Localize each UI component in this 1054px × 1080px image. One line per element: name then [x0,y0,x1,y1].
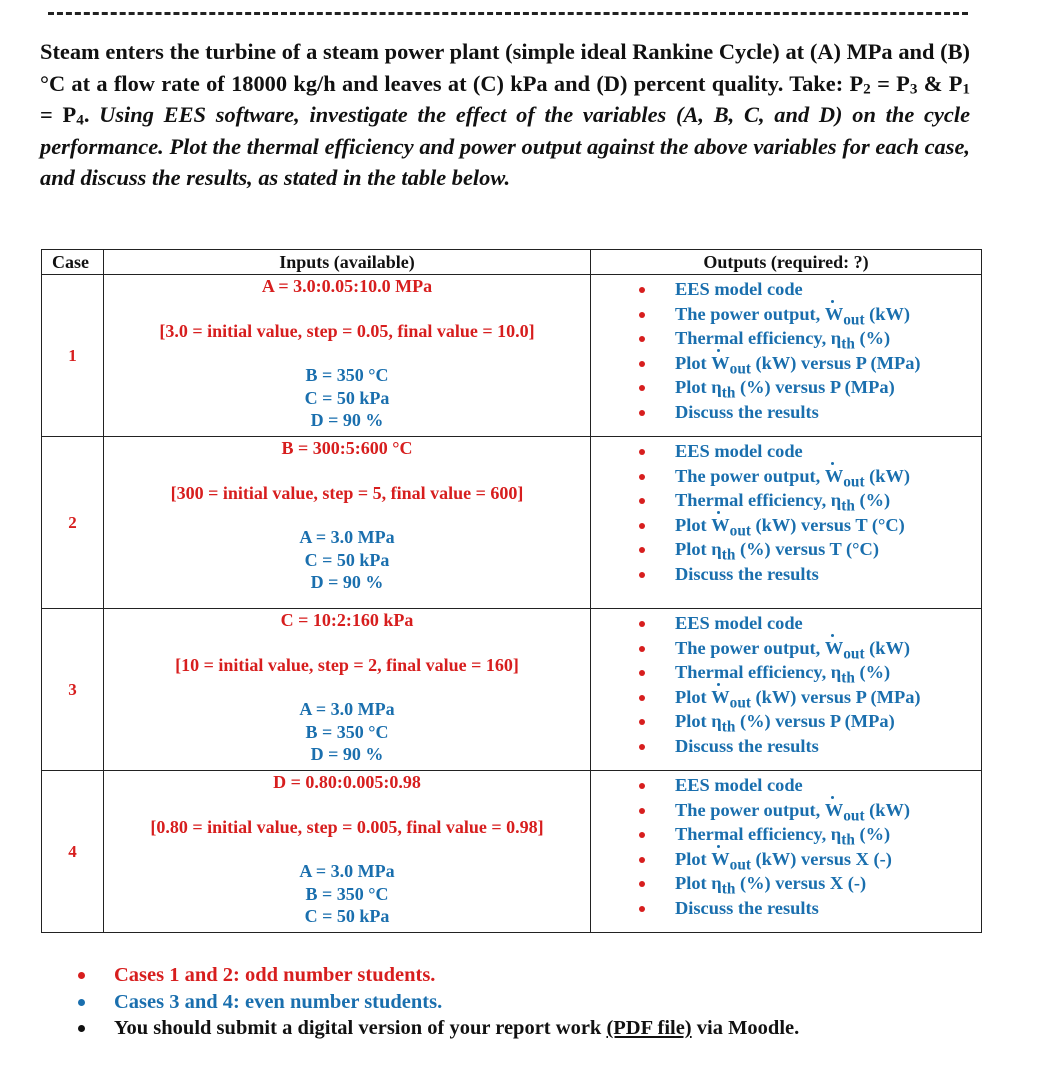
fixed-input: C = 50 kPa [304,906,390,926]
bullet-icon [639,857,645,863]
inputs-cell [104,275,591,437]
problem-statement: Steam enters the turbine of a steam power plant (simple ideal Rankine Cycle) at (A) MPa and (B) °C at a flow rate of 18000 kg/h and leaves at (C) kPa and (D) percent quality. Take: $P_2 = P_3$ & $P_1 = P_4$. Using EES software, investigate the effect of the variables (A, B, C, and D) on the cycle performance. Plot the thermal efficiency and power output against the above variables for each case, and discuss the results, as stated in the table below. [40,39,971,191]
header-inputs: Inputs (available) [104,250,591,275]
eta-symbol: η [830,328,842,349]
bullet-icon [639,474,645,480]
bullet-icon [639,361,645,367]
table-row [42,771,982,933]
bullet-icon [78,999,85,1006]
range-description: [10 = initial value, step = 2, final value = 160] [175,654,519,675]
output-item: The power output, $W_{out}$ (kW) [591,302,981,327]
w-dot-symbol: W [711,513,729,538]
w-dot-symbol: W [825,464,843,489]
w-dot-symbol: W [825,636,843,661]
note-even-students: Cases 3 and 4: even number students. [78,989,978,1016]
output-item: The power output, $W_{out}$ (kW) [591,464,981,489]
inputs-cell [104,771,591,933]
fixed-input: D = 90 % [310,410,384,430]
w-dot-symbol: W [711,351,729,376]
output-item: Thermal efficiency, $\eta_{th}$ (%) [591,822,981,847]
output-item: Discuss the results [591,734,981,759]
dashed-separator [48,12,968,15]
output-item: Discuss the results [591,562,981,587]
eta-symbol: η [711,377,722,398]
variable-range: D = 0.80:0.005:0.98 [273,772,421,792]
bullet-icon [639,906,645,912]
bullet-icon [639,670,645,676]
outputs-cell [591,275,982,437]
fixed-input: C = 50 kPa [304,549,390,570]
bullet-icon [639,336,645,342]
bullet-icon [639,783,645,789]
case-number: 1 [42,275,104,437]
outputs-cell [591,437,982,609]
output-item: Plot $\eta_{th}$ (%) versus P (MPa) [591,375,981,400]
fixed-input: D = 90 % [310,744,384,764]
output-item: Thermal efficiency, $\eta_{th}$ (%) [591,326,981,351]
output-item: The power output, $W_{out}$ (kW) [591,798,981,823]
bullet-icon [639,449,645,455]
output-item: Plot $W_{out}$ (kW) versus P (MPa) [591,351,981,376]
bullet-icon [639,695,645,701]
output-item: Discuss the results [591,896,981,921]
bullet-icon [639,744,645,750]
output-item: Plot $\eta_{th}$ (%) versus T (°C) [591,537,981,562]
output-item: Plot $W_{out}$ (kW) versus X (-) [591,847,981,872]
variable-range: C = 10:2:160 kPa [280,610,414,630]
header-case: Case [42,250,104,275]
output-item: Plot $W_{out}$ (kW) versus T (°C) [591,513,981,538]
inputs-cell [104,437,591,609]
w-dot-symbol: W [711,847,729,872]
range-description: [3.0 = initial value, step = 0.05, final value = 10.0] [159,320,535,341]
bullet-icon [639,572,645,578]
output-item: Plot $\eta_{th}$ (%) versus P (MPa) [591,709,981,734]
output-item: EES model code [591,611,981,636]
bullet-icon [639,832,645,838]
w-dot-symbol: W [711,685,729,710]
bullet-icon [639,385,645,391]
bullet-icon [639,498,645,504]
case-number: 2 [42,437,104,609]
pdf-file-link[interactable]: (PDF file) [606,1017,692,1039]
bullet-icon [639,523,645,529]
header-outputs: Outputs (required: ?) [591,250,982,275]
table-header-row [42,250,982,275]
output-item: EES model code [591,439,981,464]
fixed-input: B = 350 °C [305,721,389,742]
fixed-input: B = 350 °C [305,883,389,904]
table-row [42,275,982,437]
bullet-icon [639,547,645,553]
bullet-icon [639,287,645,293]
output-item: Plot $W_{out}$ (kW) versus P (MPa) [591,685,981,710]
range-description: [0.80 = initial value, step = 0.005, final value = 0.98] [150,816,544,837]
fixed-input: A = 3.0 MPa [299,861,395,881]
output-item: Discuss the results [591,400,981,425]
output-item: EES model code [591,773,981,798]
bullet-icon [639,312,645,318]
variable-range: B = 300:5:600 °C [281,438,413,458]
note-submission: You should submit a digital version of your report work (PDF file) via Moodle. [78,1015,978,1042]
assignment-table [41,249,982,933]
case-number: 4 [42,771,104,933]
eta-symbol: η [711,873,722,894]
notes-list [78,962,978,1042]
bullet-icon [639,881,645,887]
bullet-icon [78,972,85,979]
fixed-input: C = 50 kPa [304,387,390,408]
table-row [42,609,982,771]
fixed-input: A = 3.0 MPa [299,699,395,719]
eta-symbol: η [830,490,842,511]
output-item: Thermal efficiency, $\eta_{th}$ (%) [591,660,981,685]
eta-symbol: η [711,539,722,560]
output-item: The power output, $W_{out}$ (kW) [591,636,981,661]
bullet-icon [78,1025,85,1032]
fixed-input: B = 350 °C [305,365,389,385]
outputs-cell [591,771,982,933]
outputs-cell [591,609,982,771]
output-item: Plot $\eta_{th}$ (%) versus X (-) [591,871,981,896]
bullet-icon [639,719,645,725]
variable-range: A = 3.0:0.05:10.0 MPa [261,276,433,296]
w-dot-symbol: W [825,798,843,823]
eta-symbol: η [830,662,842,683]
bullet-icon [639,646,645,652]
bullet-icon [639,410,645,416]
eta-symbol: η [830,824,842,845]
output-item: EES model code [591,277,981,302]
table-row [42,437,982,609]
case-number: 3 [42,609,104,771]
fixed-input: A = 3.0 MPa [299,527,395,547]
eta-symbol: η [711,711,722,732]
w-dot-symbol: W [825,302,843,327]
instructions-italic: Using EES software, investigate the effect of the variables (A, B, C, and D) on the cycle performance. Plot the thermal efficiency and power output against the above variables for each case, and discuss the results, as stated in the table below. [40,102,971,191]
inputs-cell [104,609,591,771]
bullet-icon [639,621,645,627]
range-description: [300 = initial value, step = 5, final value = 600] [170,482,524,503]
bullet-icon [639,808,645,814]
note-odd-students: Cases 1 and 2: odd number students. [78,962,978,989]
fixed-input: D = 90 % [310,572,384,592]
output-item: Thermal efficiency, $\eta_{th}$ (%) [591,488,981,513]
